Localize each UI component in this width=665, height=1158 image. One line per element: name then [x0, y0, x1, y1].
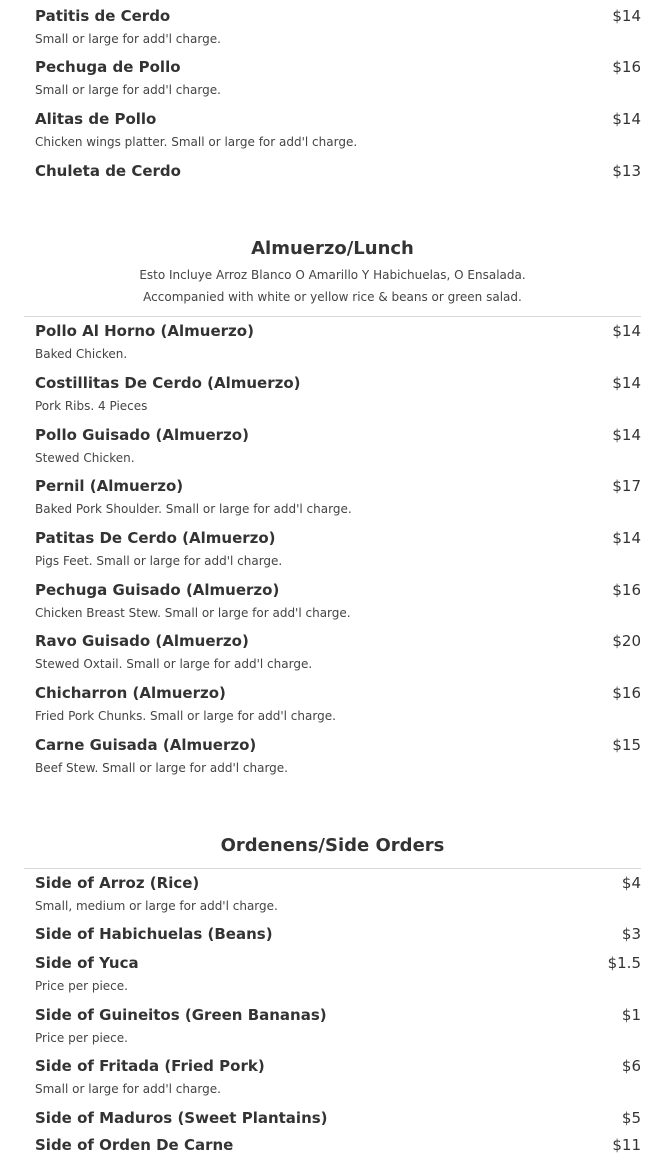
item-name: Side of Orden De Carne [35, 1136, 234, 1154]
section-divider [24, 316, 641, 317]
item-price: $1 [621, 1006, 641, 1024]
item-description: Small, medium or large for add'l charge. [35, 899, 278, 913]
menu-item[interactable] [35, 529, 641, 568]
item-price: $14 [612, 322, 641, 340]
item-price: $3 [621, 925, 641, 943]
item-description: Small or large for add'l charge. [35, 32, 221, 46]
item-name: Carne Guisada (Almuerzo) [35, 736, 257, 754]
item-price: $4 [621, 874, 641, 892]
item-description: Fried Pork Chunks. Small or large for add'l charge. [35, 709, 336, 723]
item-price: $14 [612, 529, 641, 547]
menu-item[interactable] [35, 477, 641, 516]
item-name: Alitas de Pollo [35, 110, 157, 128]
item-price: $14 [612, 426, 641, 444]
section-title-sides: Ordenens/Side Orders [220, 835, 445, 856]
menu-item[interactable] [35, 954, 641, 993]
menu-item[interactable] [35, 632, 641, 671]
item-price: $5 [621, 1109, 641, 1127]
item-price: $11 [612, 1136, 641, 1154]
item-description: Baked Pork Shoulder. Small or large for add'l charge. [35, 502, 352, 516]
item-price: $17 [612, 477, 641, 495]
menu-item[interactable] [35, 7, 641, 46]
item-name: Side of Habichuelas (Beans) [35, 925, 273, 943]
item-price: $16 [612, 581, 641, 599]
item-price: $16 [612, 684, 641, 702]
item-description: Pigs Feet. Small or large for add'l charge. [35, 554, 283, 568]
item-name: Pollo Al Horno (Almuerzo) [35, 322, 254, 340]
item-price: $16 [612, 58, 641, 76]
item-name: Patitas De Cerdo (Almuerzo) [35, 529, 276, 547]
item-price: $13 [612, 162, 641, 180]
menu-item[interactable] [35, 736, 641, 775]
item-name: Ravo Guisado (Almuerzo) [35, 632, 249, 650]
item-name: Side of Arroz (Rice) [35, 874, 200, 892]
item-description: Beef Stew. Small or large for add'l charge. [35, 761, 288, 775]
item-name: Side of Guineitos (Green Bananas) [35, 1006, 327, 1024]
section-note-spanish: Esto Incluye Arroz Blanco O Amarillo Y Habichuelas, O Ensalada. [139, 268, 526, 282]
menu-item[interactable] [35, 925, 641, 947]
menu-item[interactable] [35, 374, 641, 413]
item-description: Stewed Chicken. [35, 451, 135, 465]
item-description: Pork Ribs. 4 Pieces [35, 399, 148, 413]
menu-item[interactable] [35, 162, 641, 184]
menu-item[interactable] [35, 110, 641, 149]
section-title-lunch: Almuerzo/Lunch [251, 238, 414, 259]
item-name: Side of Fritada (Fried Pork) [35, 1057, 265, 1075]
section-divider [24, 868, 641, 869]
item-price: $14 [612, 374, 641, 392]
item-name: Costillitas De Cerdo (Almuerzo) [35, 374, 301, 392]
item-name: Pechuga de Pollo [35, 58, 181, 76]
item-name: Chicharron (Almuerzo) [35, 684, 226, 702]
item-name: Side of Yuca [35, 954, 139, 972]
item-name: Pollo Guisado (Almuerzo) [35, 426, 249, 444]
item-description: Price per piece. [35, 1031, 128, 1045]
menu-item[interactable] [35, 1057, 641, 1096]
item-price: $14 [612, 7, 641, 25]
menu-item[interactable] [35, 1136, 641, 1158]
menu-item[interactable] [35, 581, 641, 620]
item-description: Chicken wings platter. Small or large for add'l charge. [35, 135, 358, 149]
item-name: Chuleta de Cerdo [35, 162, 181, 180]
item-name: Pernil (Almuerzo) [35, 477, 184, 495]
menu-item[interactable] [35, 1006, 641, 1045]
item-description: Price per piece. [35, 979, 128, 993]
item-name: Patitis de Cerdo [35, 7, 171, 25]
item-price: $1.5 [607, 954, 641, 972]
item-name: Side of Maduros (Sweet Plantains) [35, 1109, 328, 1127]
item-description: Baked Chicken. [35, 347, 128, 361]
item-price: $6 [621, 1057, 641, 1075]
section-note-english: Accompanied with white or yellow rice & beans or green salad. [143, 290, 522, 304]
item-name: Pechuga Guisado (Almuerzo) [35, 581, 280, 599]
menu-item[interactable] [35, 322, 641, 361]
menu-item[interactable] [35, 684, 641, 723]
item-price: $20 [612, 632, 641, 650]
item-description: Small or large for add'l charge. [35, 83, 221, 97]
item-description: Stewed Oxtail. Small or large for add'l charge. [35, 657, 313, 671]
item-description: Small or large for add'l charge. [35, 1082, 221, 1096]
menu-item[interactable] [35, 1109, 641, 1131]
menu-item[interactable] [35, 874, 641, 913]
item-price: $14 [612, 110, 641, 128]
menu-item[interactable] [35, 426, 641, 465]
menu-item[interactable] [35, 58, 641, 97]
item-description: Chicken Breast Stew. Small or large for add'l charge. [35, 606, 351, 620]
item-price: $15 [612, 736, 641, 754]
